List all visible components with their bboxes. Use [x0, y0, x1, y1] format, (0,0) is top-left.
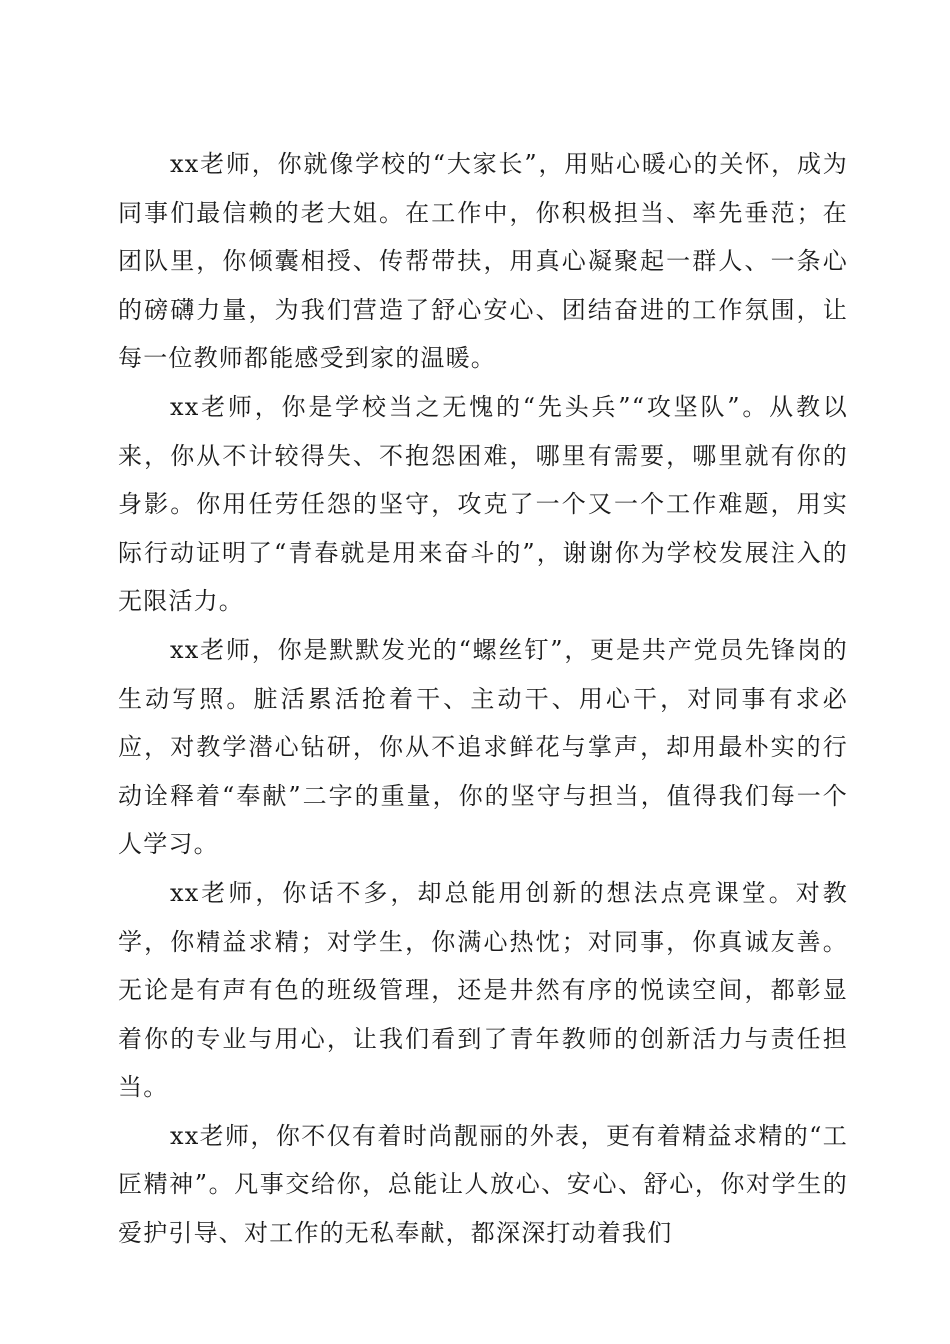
paragraph-4: xx老师，你话不多，却总能用创新的想法点亮课堂。对教学，你精益求精；对学生，你满心热忱；对同事，你真诚友善。无论是有声有色的班级管理，还是井然有序的悦读空间，都彰显着你的专业与用心，让我们看到了青年教师的创新活力与责任担当。: [118, 878, 848, 1102]
paragraph-1: xx老师，你就像学校的“大家长”，用贴心暖心的关怀，成为同事们最信赖的老大姐。在工作中，你积极担当、率先垂范；在团队里，你倾囊相授、传帮带扶，用真心凝聚起一群人、一条心的磅礴力量，为我们营造了舒心安心、团结奋进的工作氛围，让每一位教师都能感受到家的温暖。: [118, 150, 848, 373]
paragraph-2: xx老师，你是学校当之无愧的“先头兵”“攻坚队”。从教以来，你从不计较得失、不抱怨困难，哪里有需要，哪里就有你的身影。你用任劳任怨的坚守，攻克了一个又一个工作难题，用实际行动证明了“青春就是用来奋斗的”，谢谢你为学校发展注入的无限活力。: [118, 392, 848, 616]
paragraph-3: xx老师，你是默默发光的“螺丝钉”，更是共产党员先锋岗的生动写照。脏活累活抢着干、主动干、用心干，对同事有求必应，对教学潜心钻研，你从不追求鲜花与掌声，却用最朴实的行动诠释着“奉献”二字的重量，你的坚守与担当，值得我们每一个人学习。: [118, 635, 848, 859]
paragraph-5: xx老师，你不仅有着时尚靓丽的外表，更有着精益求精的“工匠精神”。凡事交给你，总能让人放心、安心、舒心，你对学生的爱护引导、对工作的无私奉献，都深深打动着我们: [118, 1121, 848, 1248]
document-body: [118, 140, 848, 1258]
